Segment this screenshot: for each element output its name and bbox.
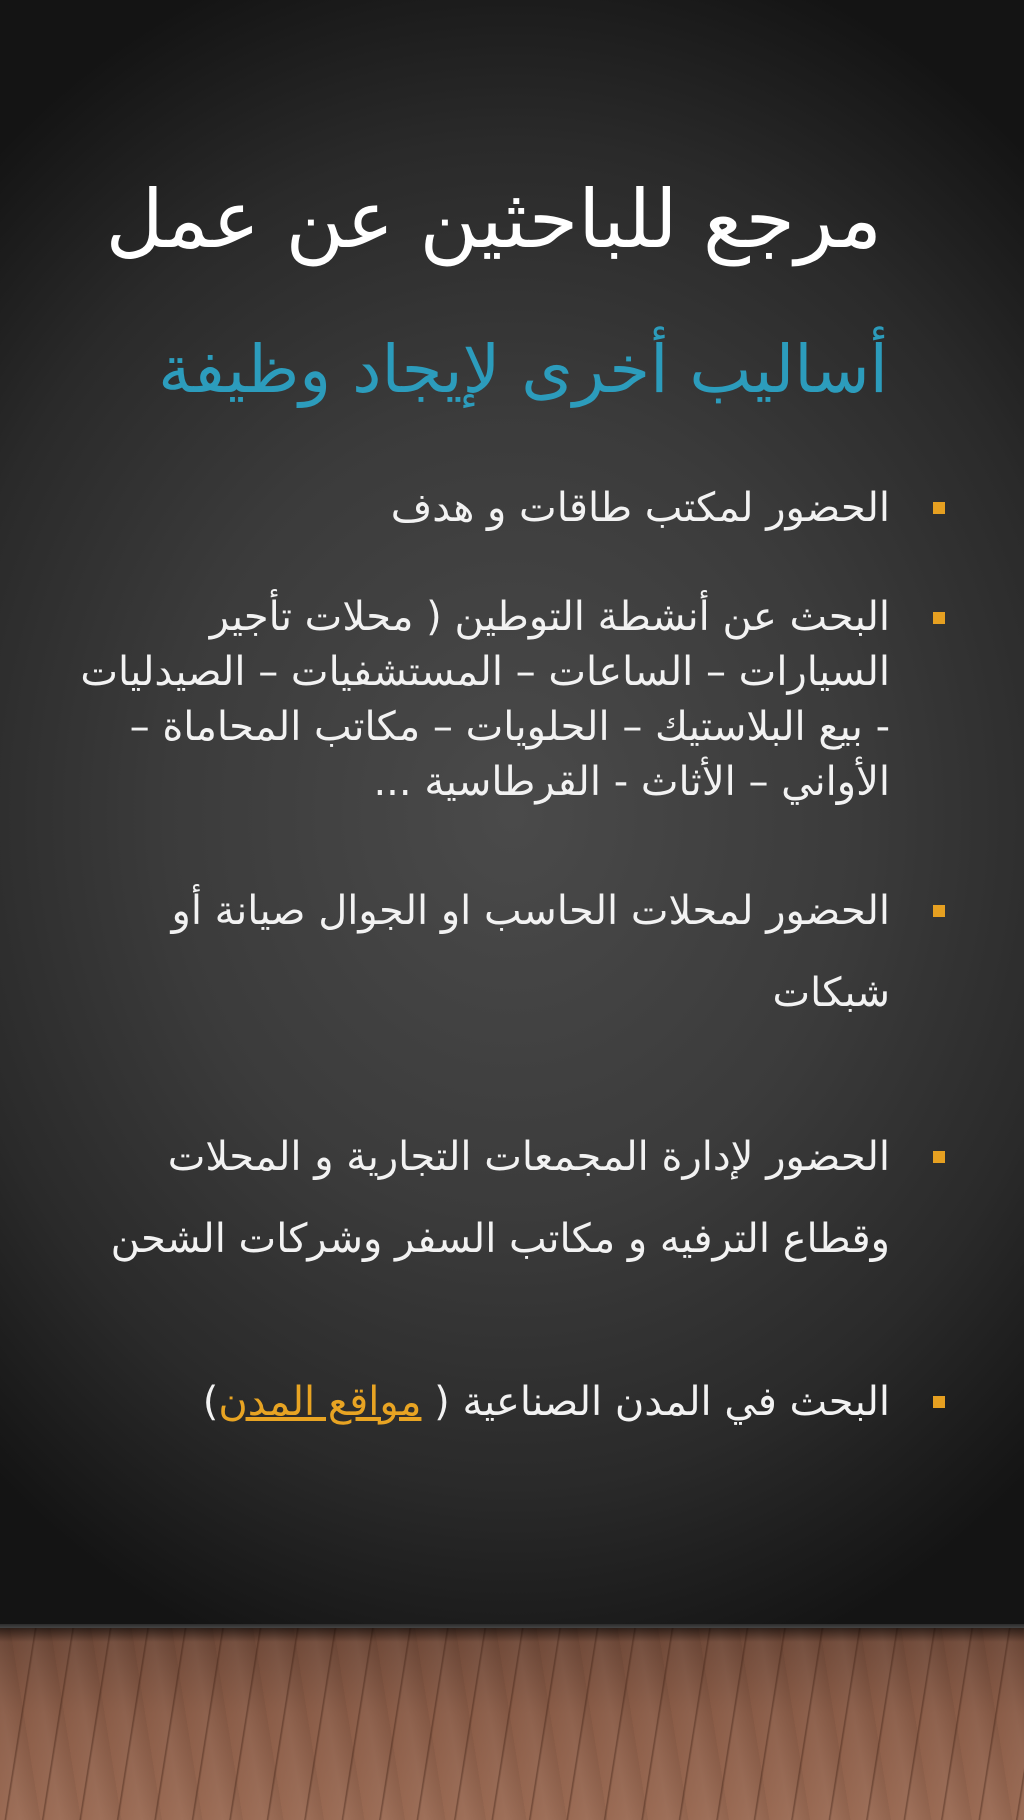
list-item <box>80 590 950 810</box>
bullet-text-after: ) <box>202 1379 219 1425</box>
list-item <box>80 870 950 1034</box>
list-item <box>80 480 950 536</box>
bullet-square-icon <box>933 1396 945 1408</box>
bullet-square-icon <box>933 502 945 514</box>
bullet-square-icon <box>933 612 945 624</box>
bullet-text: البحث عن أنشطة التوطين ( محلات تأجير السيارات – الساعات – المستشفيات – الصيدليات - بيع البلاستيك – الحلويات – مكاتب المحاماة – الأواني – الأثاث - القرطاسية ... <box>80 594 890 805</box>
bullet-text <box>80 1372 950 1432</box>
slide-subtitle: أساليب أخرى لإيجاد وظيفة <box>158 331 888 408</box>
bullet-text: الحضور لإدارة المجمعات التجارية و المحلات وقطاع الترفيه و مكاتب السفر وشركات الشحن <box>110 1134 890 1262</box>
bullet-text-before: البحث في المدن الصناعية ( <box>434 1379 890 1425</box>
list-item <box>80 1116 950 1280</box>
wood-floor <box>0 1628 1024 1820</box>
slide-title: مرجع للباحثين عن عمل <box>105 173 882 266</box>
list-item <box>80 1372 950 1432</box>
bullet-text: الحضور لمحلات الحاسب او الجوال صيانة أو شبكات <box>171 888 890 1016</box>
city-locations-link[interactable]: مواقع المدن <box>218 1379 422 1425</box>
bullet-square-icon <box>933 1151 945 1163</box>
bullet-text: الحضور لمكتب طاقات و هدف <box>390 485 890 531</box>
bullet-square-icon <box>933 905 945 917</box>
bullet-list <box>80 0 950 1600</box>
